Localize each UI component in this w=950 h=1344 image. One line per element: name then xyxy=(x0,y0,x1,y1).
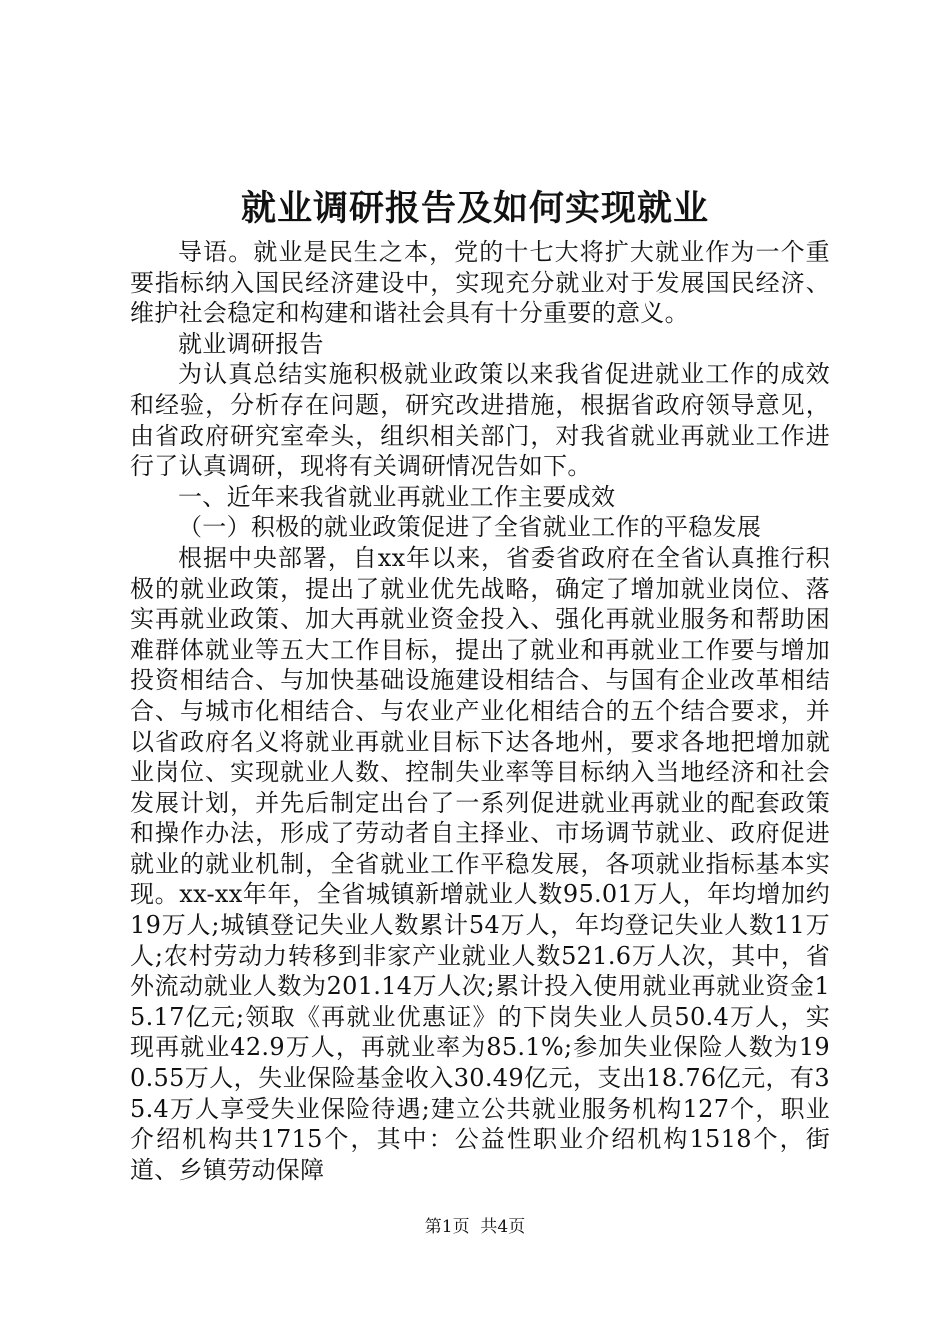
body-paragraph: 根据中央部署，自xx年以来，省委省政府在全省认真推行积极的就业政策，提出了就业优先战略，确定了增加就业岗位、落实再就业政策、加大再就业资金投入、强化再就业服务和帮助困难群体就业等五大工作目标，提出了就业和再就业工作要与增加投资相结合、与加快基础设施建设相结合、与国有企业改革相结合、与城市化相结合、与农业产业化相结合的五个结合要求，并以省政府名义将就业再就业目标下达各地州，要求各地把增加就业岗位、实现就业人数、控制失业率等目标纳入当地经济和社会发展计划，并先后制定出台了一系列促进就业再就业的配套政策和操作办法，形成了劳动者自主择业、市场调节就业、政府促进就业的就业机制，全省就业工作平稳发展，各项就业指标基本实现。xx-xx年年，全省城镇新增就业人数95.01万人，年均增加约19万人;城镇登记失业人数累计54万人，年均登记失业人数11万人;农村劳动力转移到非家产业就业人数521.6万人次，其中，省外流动就业人数为201.14万人次;累计投入使用就业再就业资金15.17亿元;领取《再就业优惠证》的下岗失业人员50.4万人，实现再就业42.9万人，再就业率为85.1%;参加失业保险人数为190.55万人，失业保险基金收入30.49亿元，支出18.76亿元，有35.4万人享受失业保险待遇;建立公共就业服务机构127个，职业介绍机构共1715个，其中：公益性职业介绍机构1518个，街道、乡镇劳动保障 xyxy=(130,543,830,1184)
document-body xyxy=(130,237,830,1185)
document-title: 就业调研报告及如何实现就业 xyxy=(240,188,709,229)
section-heading-1: 一、近年来我省就业再就业工作主要成效 xyxy=(178,482,616,511)
subsection-heading-1: （一）积极的就业政策促进了全省就业工作的平稳发展 xyxy=(178,513,762,542)
report-subtitle: 就业调研报告 xyxy=(178,329,324,358)
intro-paragraph: 导语。就业是民生之本，党的十七大将扩大就业作为一个重要指标纳入国民经济建设中，实现充分就业对于发展国民经济、维护社会稳定和构建和谐社会具有十分重要的意义。 xyxy=(130,238,830,328)
footer-gap xyxy=(470,1217,481,1237)
page-total: 共4页 xyxy=(480,1217,526,1237)
purpose-paragraph: 为认真总结实施积极就业政策以来我省促进就业工作的成效和经验，分析存在问题，研究改进措施，根据省政府领导意见，由省政府研究室牵头，组织相关部门，对我省就业再就业工作进行了认真调研，现将有关调研情况告如下。 xyxy=(130,360,830,481)
page-number: 第1页 xyxy=(424,1217,470,1237)
page-footer xyxy=(0,1213,950,1241)
